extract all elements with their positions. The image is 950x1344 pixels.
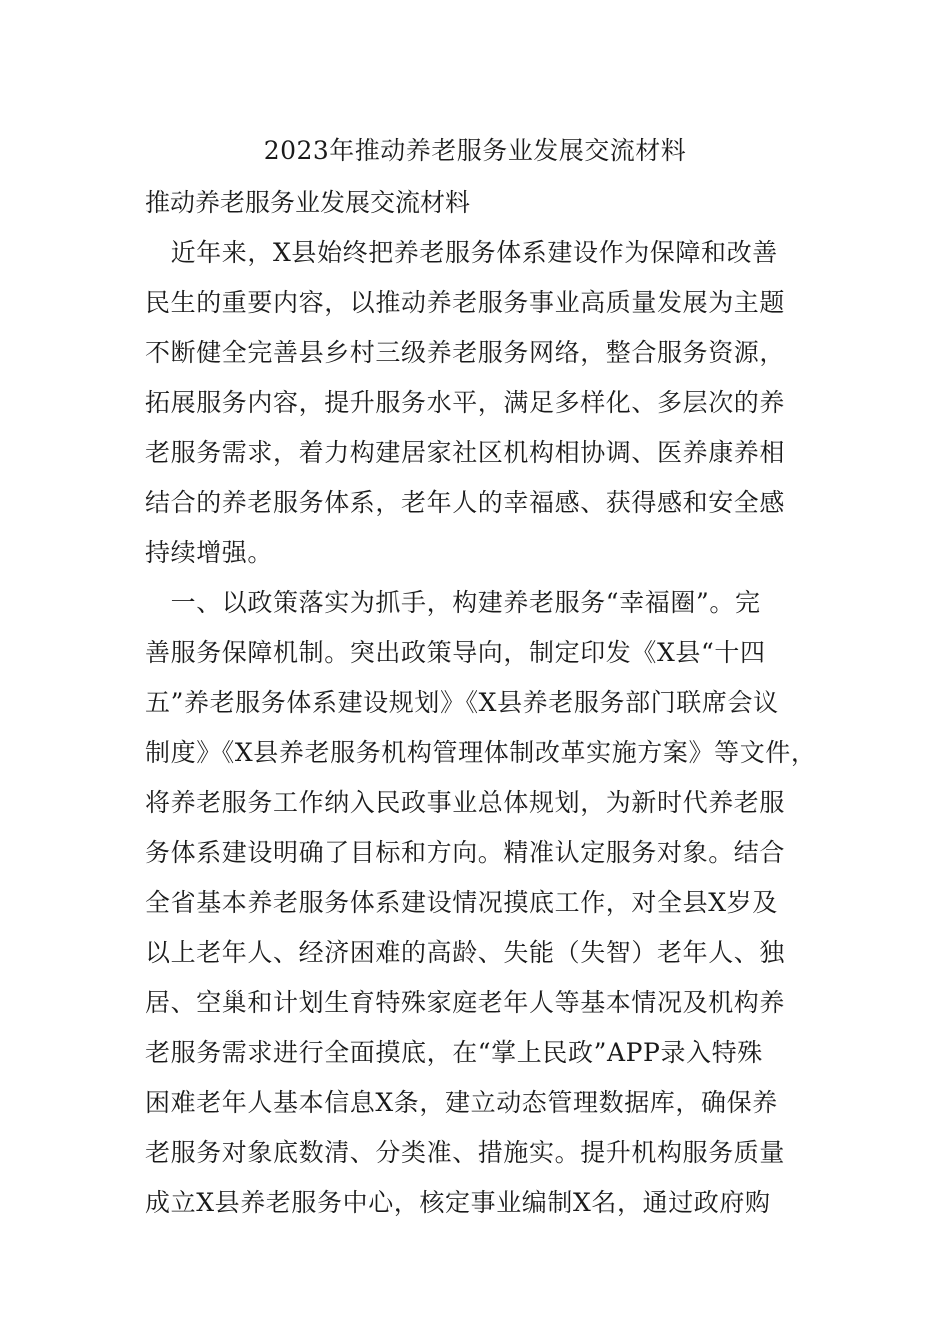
paragraph-2-line-8: 以上老年人、经济困难的高龄、失能（失智）老年人、独 [145,938,786,967]
paragraph-1-line-1: 近年来，X县始终把养老服务体系建设作为保障和改善 [145,238,778,267]
paragraph-1-line-5: 老服务需求，着力构建居家社区机构相协调、医养康养相 [145,438,786,467]
paragraph-1-line-7: 持续增强。 [145,538,274,567]
document-title: 2023年推动养老服务业发展交流材料 [263,136,687,165]
document-subtitle: 推动养老服务业发展交流材料 [145,188,471,217]
paragraph-2-line-12: 老服务对象底数清、分类准、措施实。提升机构服务质量 [145,1138,786,1167]
paragraph-2-line-1: 一、以政策落实为抓手，构建养老服务“幸福圈”。完 [145,588,761,617]
paragraph-2-line-5: 将养老服务工作纳入民政事业总体规划，为新时代养老服 [145,788,786,817]
paragraph-2-line-4: 制度》《X县养老服务机构管理体制改革实施方案》等文件， [145,738,817,767]
paragraph-2-line-6: 务体系建设明确了目标和方向。精准认定服务对象。结合 [145,838,786,867]
paragraph-2-line-11: 困难老年人基本信息X条，建立动态管理数据库，确保养 [145,1088,778,1117]
paragraph-1-line-6: 结合的养老服务体系，老年人的幸福感、获得感和安全感 [145,488,786,517]
paragraph-2-line-7: 全省基本养老服务体系建设情况摸底工作，对全县X岁及 [145,888,778,917]
paragraph-1-line-3: 不断健全完善县乡村三级养老服务网络，整合服务资源， [145,338,786,367]
paragraph-1-line-2: 民生的重要内容，以推动养老服务事业高质量发展为主题 [145,288,786,317]
paragraph-2-line-2: 善服务保障机制。突出政策导向，制定印发《X县“十四 [145,638,766,667]
paragraph-2-line-13: 成立X县养老服务中心，核定事业编制X名，通过政府购 [145,1188,771,1217]
paragraph-1-line-4: 拓展服务内容，提升服务水平，满足多样化、多层次的养 [145,388,786,417]
paragraph-2-line-9: 居、空巢和计划生育特殊家庭老年人等基本情况及机构养 [145,988,786,1017]
paragraph-2-line-10: 老服务需求进行全面摸底，在“掌上民政”APP录入特殊 [145,1038,763,1067]
paragraph-2-line-3: 五”养老服务体系建设规划》《X县养老服务部门联席会议 [145,688,779,717]
